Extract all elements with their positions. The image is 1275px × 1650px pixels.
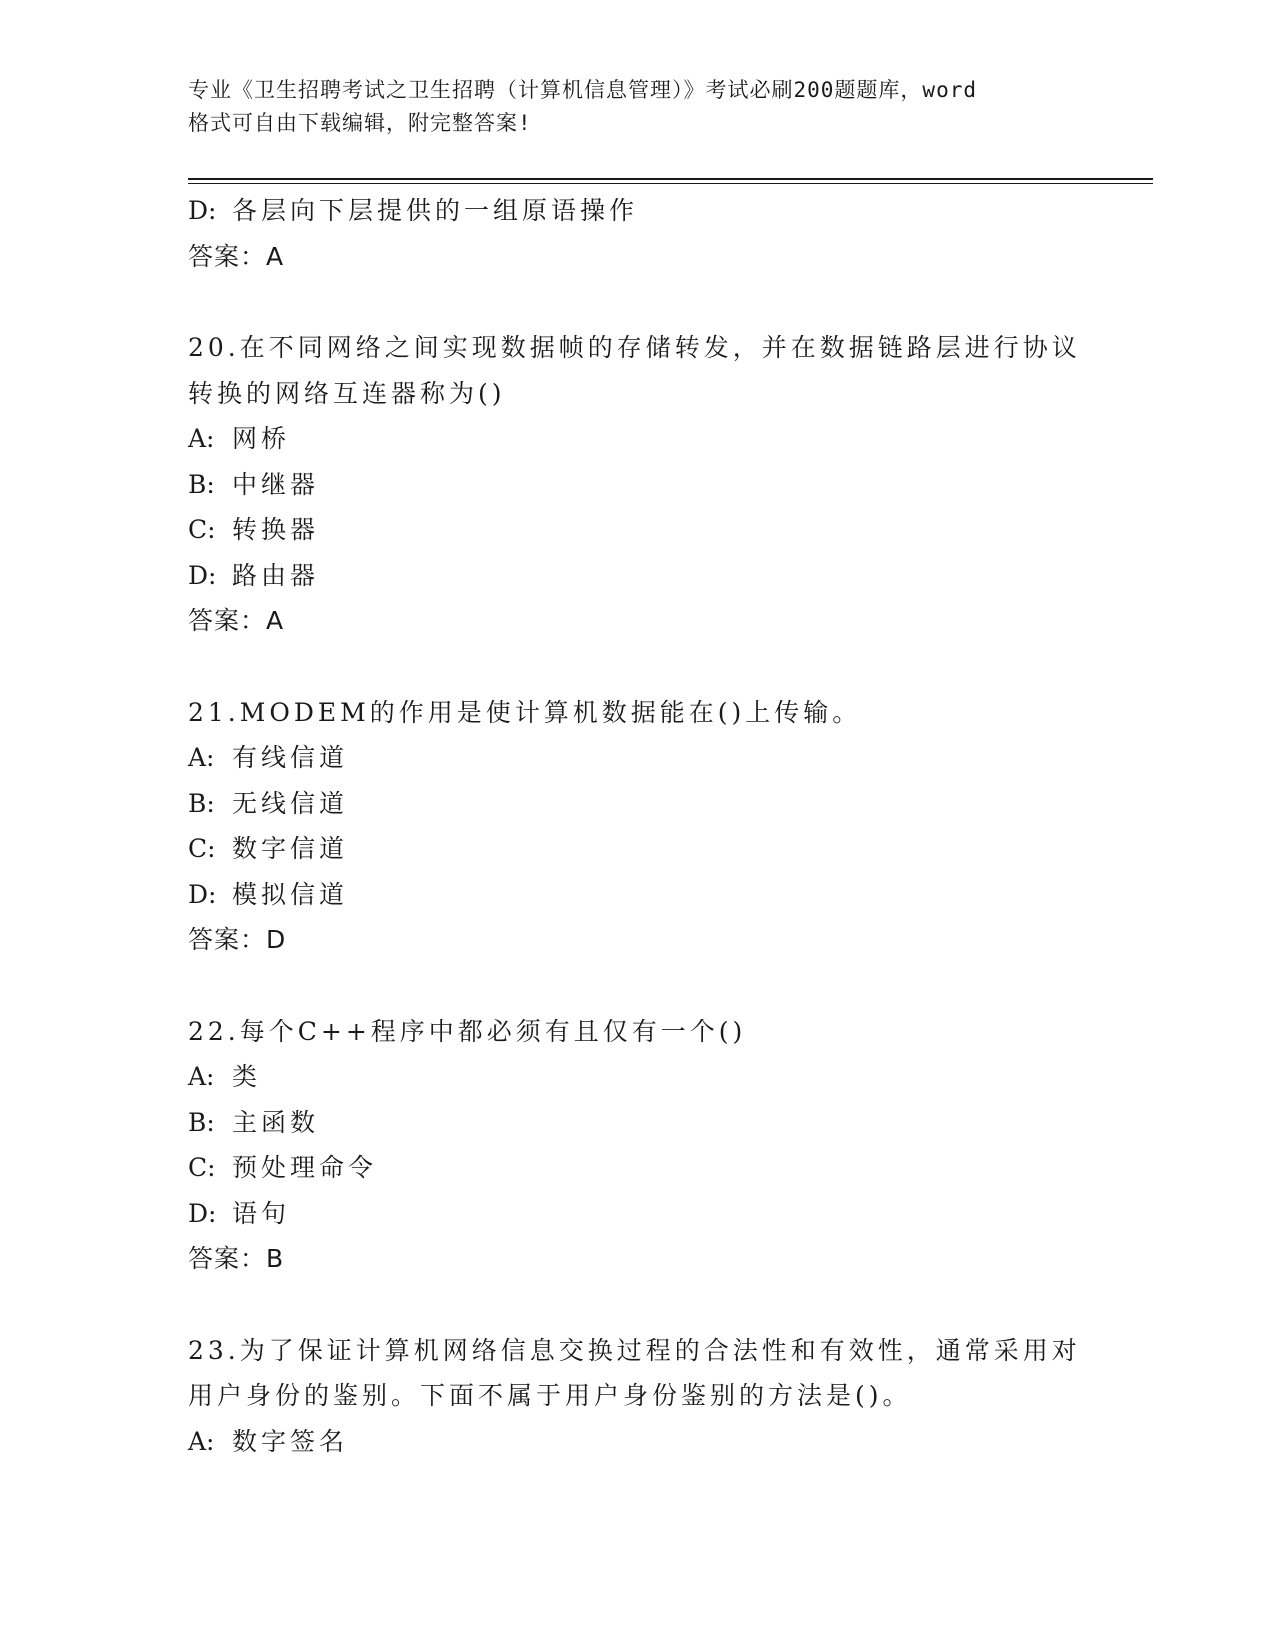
option-key: B: <box>188 1107 215 1137</box>
option-key: A: <box>188 743 215 772</box>
option-d <box>188 188 1108 234</box>
option-b <box>188 462 1108 508</box>
question-23 <box>188 1328 1108 1465</box>
option-c <box>188 1145 1108 1191</box>
answer-label: 答案： <box>188 925 267 954</box>
question-spacer <box>188 279 1108 325</box>
question-21 <box>188 690 1108 963</box>
option-key: C: <box>188 834 216 863</box>
option-a <box>188 1419 1108 1465</box>
option-text: 各层向下层提供的一组原语操作 <box>232 196 639 225</box>
answer-line <box>188 917 1108 963</box>
option-text: 中继器 <box>232 469 320 499</box>
option-text: 语句 <box>232 1198 291 1228</box>
option-key: D: <box>188 560 217 590</box>
option-a <box>188 416 1108 462</box>
option-key: B: <box>188 788 215 818</box>
option-key: B: <box>188 469 215 499</box>
option-key: A: <box>188 1062 215 1091</box>
header-title-line-2: 格式可自由下载编辑，附完整答案! <box>188 111 532 135</box>
header-divider-thin <box>188 183 1153 184</box>
option-d <box>188 1191 1108 1237</box>
question-20 <box>188 325 1108 644</box>
question-list <box>188 188 1108 1464</box>
option-text: 网桥 <box>232 424 291 453</box>
answer-value: A <box>266 606 285 635</box>
header-title-line-1: 专业《卫生招聘考试之卫生招聘（计算机信息管理）》考试必刷200题题库，word <box>188 78 977 102</box>
option-key: A: <box>188 1426 215 1456</box>
option-text: 类 <box>232 1062 262 1091</box>
option-text: 无线信道 <box>232 788 349 818</box>
option-text: 路由器 <box>232 560 320 590</box>
answer-line <box>188 598 1108 644</box>
option-c <box>188 507 1108 553</box>
option-key: C: <box>188 1153 216 1182</box>
option-a <box>188 735 1108 781</box>
answer-label: 答案： <box>188 1244 267 1273</box>
question-stem-line-1: 22.每个C++程序中都必须有且仅有一个() <box>188 1016 747 1046</box>
document-header <box>188 74 1088 140</box>
answer-value: A <box>266 241 285 271</box>
option-key: C: <box>188 515 216 544</box>
question-stem-line-1: 23.为了保证计算机网络信息交换过程的合法性和有效性，通常采用对 <box>188 1335 1081 1365</box>
option-text: 转换器 <box>232 515 320 544</box>
answer-value: B <box>266 1244 285 1273</box>
question-spacer <box>188 644 1108 690</box>
option-key: A: <box>188 424 215 453</box>
option-text: 预处理命令 <box>232 1153 378 1182</box>
question-spacer <box>188 1282 1108 1328</box>
question-spacer <box>188 963 1108 1009</box>
option-key: D: <box>188 879 217 909</box>
answer-value: D <box>266 925 287 954</box>
question-stem-line-1: 21.MODEM的作用是使计算机数据能在()上传输。 <box>188 697 862 727</box>
option-d <box>188 553 1108 599</box>
option-a <box>188 1054 1108 1100</box>
option-text: 模拟信道 <box>232 879 349 909</box>
option-text: 主函数 <box>232 1107 320 1137</box>
option-text: 数字信道 <box>232 834 349 863</box>
answer-label: 答案： <box>188 241 267 271</box>
option-key: D: <box>188 196 217 225</box>
answer-line <box>188 234 1108 280</box>
question-stem-line-1: 20.在不同网络之间实现数据帧的存储转发，并在数据链路层进行协议 <box>188 333 1081 362</box>
answer-label: 答案： <box>188 606 267 635</box>
option-b <box>188 1100 1108 1146</box>
header-divider-thick <box>188 178 1153 180</box>
option-text: 数字签名 <box>232 1426 349 1456</box>
option-b <box>188 781 1108 827</box>
option-d <box>188 872 1108 918</box>
option-text: 有线信道 <box>232 743 349 772</box>
question-22 <box>188 1009 1108 1282</box>
answer-line <box>188 1236 1108 1282</box>
question-stem-line-2: 转换的网络互连器称为() <box>188 378 506 408</box>
option-c <box>188 826 1108 872</box>
question-stem-line-2: 用户身份的鉴别。下面不属于用户身份鉴别的方法是()。 <box>188 1381 912 1410</box>
option-key: D: <box>188 1198 217 1228</box>
